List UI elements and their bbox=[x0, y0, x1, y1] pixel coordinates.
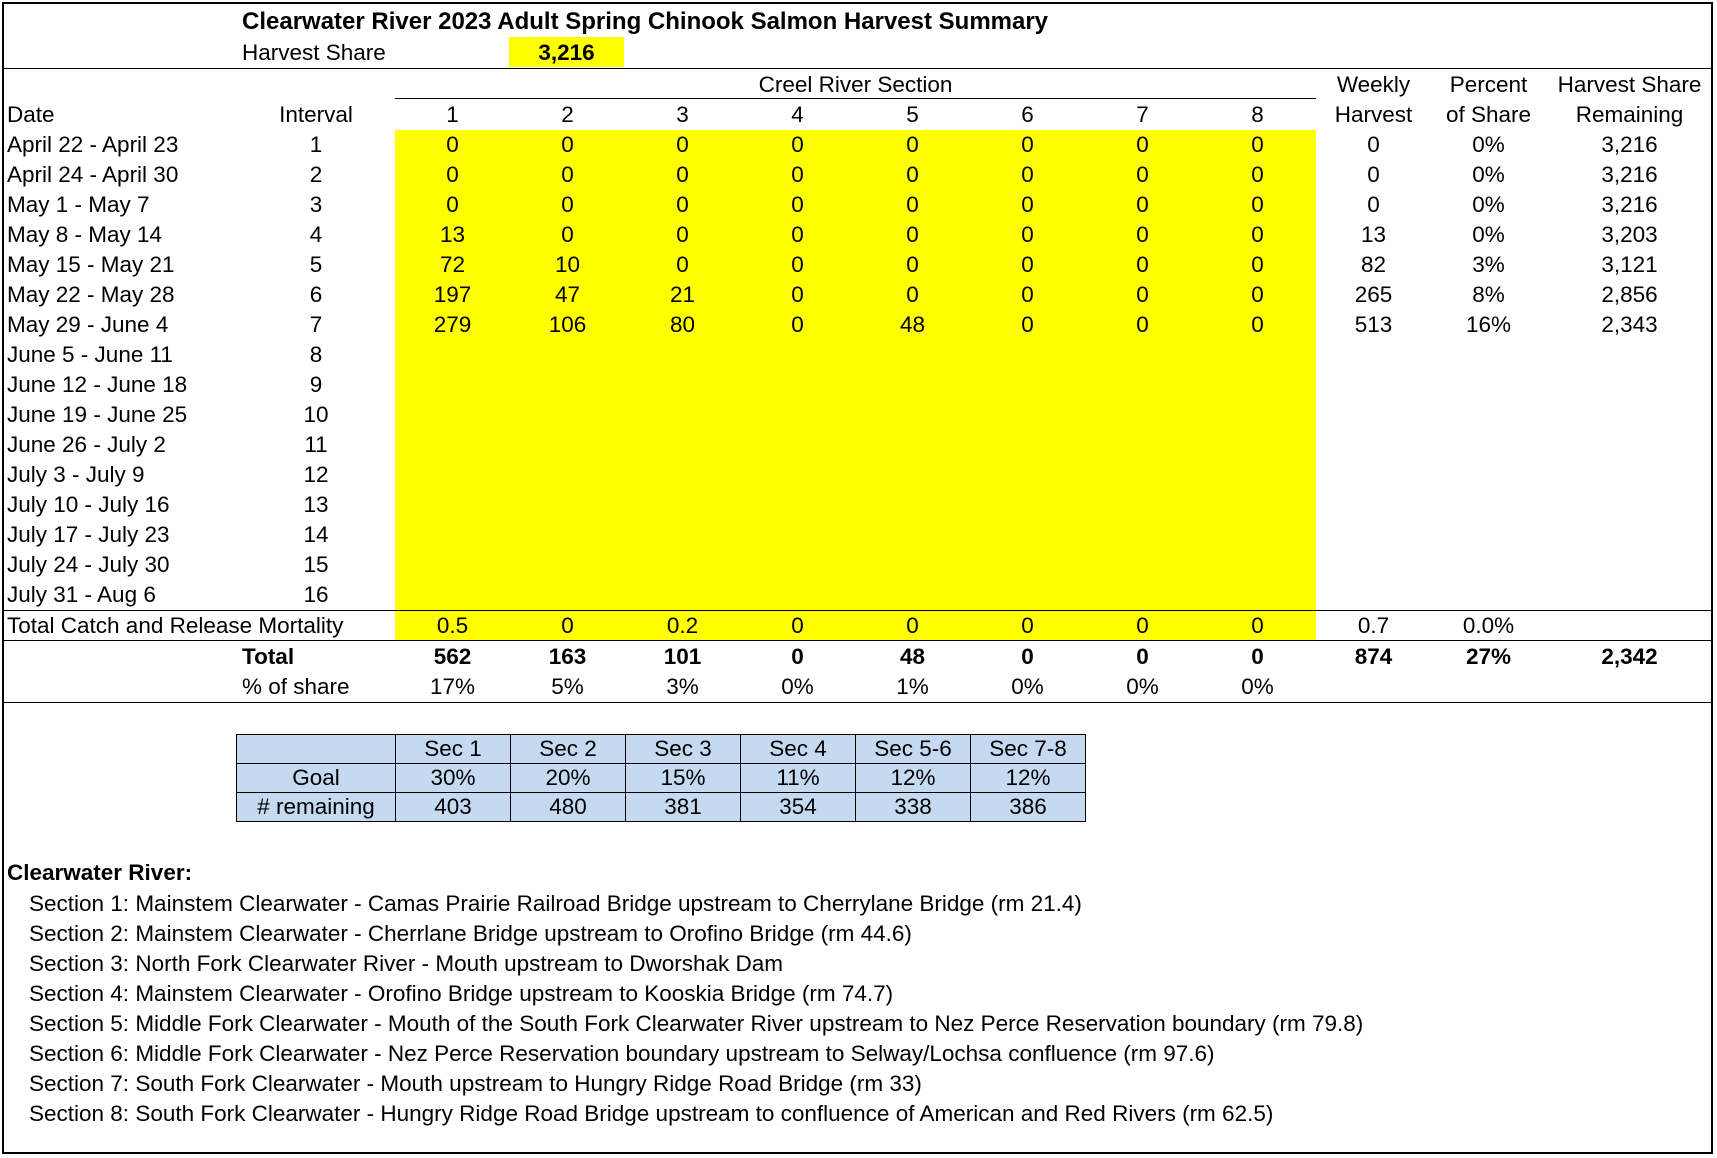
goal-row-label: Goal bbox=[237, 764, 396, 793]
pct-share-cell: 0% bbox=[1126, 674, 1159, 699]
total-cell: 0 bbox=[1136, 644, 1149, 669]
weekly-harvest-cell: 0 bbox=[1367, 162, 1380, 187]
row-date: July 3 - July 9 bbox=[7, 462, 145, 487]
total-remaining: 2,342 bbox=[1601, 644, 1658, 669]
section-cell: 0 bbox=[1136, 162, 1149, 187]
pct-share-cell: 3% bbox=[666, 674, 699, 699]
goal-cell: 15% bbox=[626, 764, 741, 793]
remaining-row bbox=[237, 793, 1086, 822]
section-cell: 0 bbox=[1021, 252, 1034, 277]
section-cell: 0 bbox=[1136, 192, 1149, 217]
note-section-4: Section 4: Mainstem Clearwater - Orofino Bridge upstream to Kooskia Bridge (rm 74.7) bbox=[29, 981, 894, 1006]
section-cell: 0 bbox=[1136, 282, 1149, 307]
remaining-cell: 354 bbox=[741, 793, 856, 822]
section-cell: 0 bbox=[791, 312, 804, 337]
remaining-cell: 381 bbox=[626, 793, 741, 822]
note-section-8: Section 8: South Fork Clearwater - Hungry Ridge Road Bridge upstream to confluence of American and Red Rivers (rm 62.5) bbox=[29, 1101, 1274, 1126]
mortality-cell: 0 bbox=[1136, 613, 1149, 638]
remaining-cell: 2,856 bbox=[1601, 282, 1658, 307]
goal-row bbox=[237, 764, 1086, 793]
interval-header: Interval bbox=[279, 102, 353, 127]
percent-share-cell: 16% bbox=[1465, 312, 1512, 337]
section-cell: 48 bbox=[899, 312, 926, 337]
section-cell: 0 bbox=[791, 132, 804, 157]
goal-col-header: Sec 2 bbox=[511, 735, 626, 764]
row-interval: 10 bbox=[303, 402, 329, 427]
mortality-cell: 0 bbox=[561, 613, 574, 638]
section-cell: 0 bbox=[561, 162, 574, 187]
section-cell: 0 bbox=[1021, 162, 1034, 187]
section-cell: 0 bbox=[1251, 162, 1264, 187]
mortality-cell: 0 bbox=[1251, 613, 1264, 638]
weekly-harvest-cell: 265 bbox=[1354, 282, 1393, 307]
row-interval: 9 bbox=[309, 372, 323, 397]
note-section-6: Section 6: Middle Fork Clearwater - Nez Perce Reservation boundary upstream to Selway/Lochsa confluence (rm 97.6) bbox=[29, 1041, 1215, 1066]
goal-cell: 12% bbox=[971, 764, 1086, 793]
section-cell: 0 bbox=[791, 252, 804, 277]
section-cell: 0 bbox=[1136, 312, 1149, 337]
percent-share-cell: 8% bbox=[1472, 282, 1505, 307]
row-date: May 1 - May 7 bbox=[7, 192, 150, 217]
section-cell: 21 bbox=[669, 282, 696, 307]
harvest-share-value: 3,216 bbox=[538, 40, 595, 65]
section-cell: 0 bbox=[1251, 192, 1264, 217]
section-cell: 0 bbox=[1021, 312, 1034, 337]
section-header-6: 6 bbox=[1021, 102, 1034, 127]
note-section-1: Section 1: Mainstem Clearwater - Camas Prairie Railroad Bridge upstream to Cherrylane Bridge (rm 21.4) bbox=[29, 891, 1082, 916]
row-date: June 19 - June 25 bbox=[7, 402, 188, 427]
percent-share-cell: 0% bbox=[1472, 192, 1505, 217]
row-date: July 17 - July 23 bbox=[7, 522, 170, 547]
total-cell: 163 bbox=[548, 644, 587, 669]
creel-section-header: Creel River Section bbox=[758, 72, 953, 97]
total-cell: 562 bbox=[433, 644, 472, 669]
total-cell: 48 bbox=[899, 644, 926, 669]
weekly-harvest-cell: 0 bbox=[1367, 132, 1380, 157]
pct-share-cell: 0% bbox=[781, 674, 814, 699]
weekly-header-1: Weekly bbox=[1336, 72, 1411, 97]
mortality-percent: 0.0% bbox=[1462, 613, 1515, 638]
remaining-cell: 386 bbox=[971, 793, 1086, 822]
section-cell: 0 bbox=[561, 192, 574, 217]
section-cell: 0 bbox=[561, 222, 574, 247]
row-interval: 6 bbox=[309, 282, 323, 307]
total-cell: 0 bbox=[1251, 644, 1264, 669]
row-interval: 8 bbox=[309, 342, 323, 367]
section-cell: 0 bbox=[1251, 132, 1264, 157]
pct-share-cell: 0% bbox=[1241, 674, 1274, 699]
remaining-cell: 3,216 bbox=[1601, 162, 1658, 187]
section-cell: 0 bbox=[446, 192, 459, 217]
row-interval: 11 bbox=[304, 432, 328, 457]
total-cell: 0 bbox=[791, 644, 804, 669]
total-label: Total bbox=[242, 644, 295, 669]
section-cell: 0 bbox=[906, 282, 919, 307]
note-section-7: Section 7: South Fork Clearwater - Mouth upstream to Hungry Ridge Road Bridge (rm 33) bbox=[29, 1071, 922, 1096]
row-date: May 15 - May 21 bbox=[7, 252, 175, 277]
section-cell: 0 bbox=[906, 162, 919, 187]
section-cell: 0 bbox=[1251, 282, 1264, 307]
mortality-cell: 0.2 bbox=[666, 613, 699, 638]
percent-share-cell: 0% bbox=[1472, 132, 1505, 157]
section-header-2: 2 bbox=[561, 102, 574, 127]
section-header-3: 3 bbox=[676, 102, 689, 127]
date-header: Date bbox=[7, 102, 55, 127]
pct-share-cell: 17% bbox=[429, 674, 476, 699]
section-cell: 13 bbox=[439, 222, 466, 247]
section-cell: 0 bbox=[906, 132, 919, 157]
section-cell: 10 bbox=[554, 252, 581, 277]
row-interval: 2 bbox=[309, 162, 323, 187]
goal-cell: 12% bbox=[856, 764, 971, 793]
row-interval: 14 bbox=[303, 522, 329, 547]
row-interval: 1 bbox=[309, 132, 323, 157]
row-interval: 15 bbox=[303, 552, 329, 577]
goal-col-header: Sec 7-8 bbox=[971, 735, 1086, 764]
remaining-cell: 3,121 bbox=[1601, 252, 1658, 277]
section-cell: 0 bbox=[1021, 222, 1034, 247]
note-section-5: Section 5: Middle Fork Clearwater - Mouth of the South Fork Clearwater River upstream to Nez Perce Reservation boundary (rm 79.8) bbox=[29, 1011, 1364, 1036]
goal-table bbox=[236, 734, 1086, 822]
section-cell: 0 bbox=[906, 222, 919, 247]
section-cell: 0 bbox=[446, 132, 459, 157]
section-cell: 0 bbox=[1251, 252, 1264, 277]
remaining-cell: 3,216 bbox=[1601, 192, 1658, 217]
row-date: July 24 - July 30 bbox=[7, 552, 170, 577]
weekly-header-2: Harvest bbox=[1334, 102, 1413, 127]
section-header-7: 7 bbox=[1136, 102, 1149, 127]
row-date: June 12 - June 18 bbox=[7, 372, 188, 397]
row-date: April 22 - April 23 bbox=[7, 132, 179, 157]
weekly-harvest-cell: 0 bbox=[1367, 192, 1380, 217]
section-cell: 197 bbox=[433, 282, 472, 307]
section-cell: 0 bbox=[1021, 192, 1034, 217]
percent-header-2: of Share bbox=[1445, 102, 1532, 127]
section-cell: 72 bbox=[439, 252, 466, 277]
goal-table-corner bbox=[237, 735, 396, 764]
row-interval: 4 bbox=[309, 222, 323, 247]
row-date: May 8 - May 14 bbox=[7, 222, 163, 247]
row-date: April 24 - April 30 bbox=[7, 162, 179, 187]
remaining-cell: 403 bbox=[396, 793, 511, 822]
percent-header-1: Percent bbox=[1449, 72, 1528, 97]
section-cell: 0 bbox=[1021, 282, 1034, 307]
section-cell: 0 bbox=[561, 132, 574, 157]
row-interval: 16 bbox=[303, 582, 329, 607]
header-rule bbox=[2, 68, 1713, 69]
section-cell: 0 bbox=[1136, 132, 1149, 157]
percent-share-cell: 3% bbox=[1472, 252, 1505, 277]
row-date: May 29 - June 4 bbox=[7, 312, 169, 337]
note-section-2: Section 2: Mainstem Clearwater - Cherrlane Bridge upstream to Orofino Bridge (rm 44.6) bbox=[29, 921, 912, 946]
section-cell: 0 bbox=[906, 192, 919, 217]
share-bottom-rule bbox=[2, 702, 1713, 703]
mortality-cell: 0 bbox=[1021, 613, 1034, 638]
goal-table-header-row bbox=[237, 735, 1086, 764]
goal-cell: 30% bbox=[396, 764, 511, 793]
section-cell: 0 bbox=[791, 222, 804, 247]
row-interval: 12 bbox=[303, 462, 329, 487]
goal-cell: 11% bbox=[741, 764, 856, 793]
remaining-cell: 3,203 bbox=[1601, 222, 1658, 247]
section-cell: 0 bbox=[446, 162, 459, 187]
pct-share-cell: 0% bbox=[1011, 674, 1044, 699]
section-cell: 0 bbox=[1251, 222, 1264, 247]
section-cell: 106 bbox=[548, 312, 587, 337]
section-header-4: 4 bbox=[791, 102, 804, 127]
pct-share-cell: 1% bbox=[896, 674, 929, 699]
goal-col-header: Sec 4 bbox=[741, 735, 856, 764]
remaining-cell: 338 bbox=[856, 793, 971, 822]
row-date: July 31 - Aug 6 bbox=[7, 582, 156, 607]
remaining-cell: 480 bbox=[511, 793, 626, 822]
weekly-harvest-cell: 13 bbox=[1360, 222, 1387, 247]
percent-share-cell: 0% bbox=[1472, 162, 1505, 187]
section-cell: 0 bbox=[676, 132, 689, 157]
remaining-cell: 2,343 bbox=[1601, 312, 1658, 337]
pct-share-label: % of share bbox=[242, 674, 350, 699]
section-header-5: 5 bbox=[906, 102, 919, 127]
section-cell: 0 bbox=[791, 282, 804, 307]
notes-title: Clearwater River: bbox=[7, 860, 193, 885]
mortality-cell: 0 bbox=[906, 613, 919, 638]
goal-col-header: Sec 1 bbox=[396, 735, 511, 764]
section-cell: 0 bbox=[1251, 312, 1264, 337]
remaining-header-1: Harvest Share bbox=[1557, 72, 1702, 97]
section-cell: 0 bbox=[906, 252, 919, 277]
mortality-cell: 0.5 bbox=[436, 613, 469, 638]
total-percent: 27% bbox=[1465, 644, 1512, 669]
section-cell: 0 bbox=[791, 192, 804, 217]
row-interval: 13 bbox=[303, 492, 329, 517]
section-cell: 0 bbox=[1136, 222, 1149, 247]
percent-share-cell: 0% bbox=[1472, 222, 1505, 247]
pct-share-cell: 5% bbox=[551, 674, 584, 699]
row-date: June 5 - June 11 bbox=[7, 342, 173, 367]
total-cell: 101 bbox=[663, 644, 702, 669]
remaining-row-label: # remaining bbox=[237, 793, 396, 822]
row-date: May 22 - May 28 bbox=[7, 282, 175, 307]
row-interval: 3 bbox=[309, 192, 323, 217]
weekly-harvest-cell: 513 bbox=[1354, 312, 1393, 337]
section-cell: 0 bbox=[1136, 252, 1149, 277]
total-weekly: 874 bbox=[1354, 644, 1393, 669]
row-interval: 7 bbox=[309, 312, 323, 337]
goal-col-header: Sec 3 bbox=[626, 735, 741, 764]
section-cell: 0 bbox=[676, 162, 689, 187]
goal-cell: 20% bbox=[511, 764, 626, 793]
row-date: July 10 - July 16 bbox=[7, 492, 170, 517]
mortality-cell: 0 bbox=[791, 613, 804, 638]
row-interval: 5 bbox=[309, 252, 323, 277]
section-cell: 0 bbox=[791, 162, 804, 187]
section-cell: 0 bbox=[1021, 132, 1034, 157]
section-cell: 279 bbox=[433, 312, 472, 337]
mortality-label: Total Catch and Release Mortality bbox=[7, 613, 344, 638]
harvest-share-label: Harvest Share bbox=[242, 40, 386, 65]
note-section-3: Section 3: North Fork Clearwater River - Mouth upstream to Dworshak Dam bbox=[29, 951, 784, 976]
section-cell: 0 bbox=[676, 222, 689, 247]
section-cell: 0 bbox=[676, 252, 689, 277]
remaining-header-2: Remaining bbox=[1575, 102, 1684, 127]
remaining-cell: 3,216 bbox=[1601, 132, 1658, 157]
section-header-8: 8 bbox=[1251, 102, 1264, 127]
mortality-weekly: 0.7 bbox=[1357, 613, 1390, 638]
section-header-1: 1 bbox=[446, 102, 459, 127]
goal-col-header: Sec 5-6 bbox=[856, 735, 971, 764]
section-cell: 47 bbox=[554, 282, 581, 307]
weekly-harvest-cell: 82 bbox=[1360, 252, 1387, 277]
section-cell: 0 bbox=[676, 192, 689, 217]
total-cell: 0 bbox=[1021, 644, 1034, 669]
row-date: June 26 - July 2 bbox=[7, 432, 166, 457]
page-title: Clearwater River 2023 Adult Spring Chinook Salmon Harvest Summary bbox=[242, 8, 1049, 35]
section-cell: 80 bbox=[669, 312, 696, 337]
